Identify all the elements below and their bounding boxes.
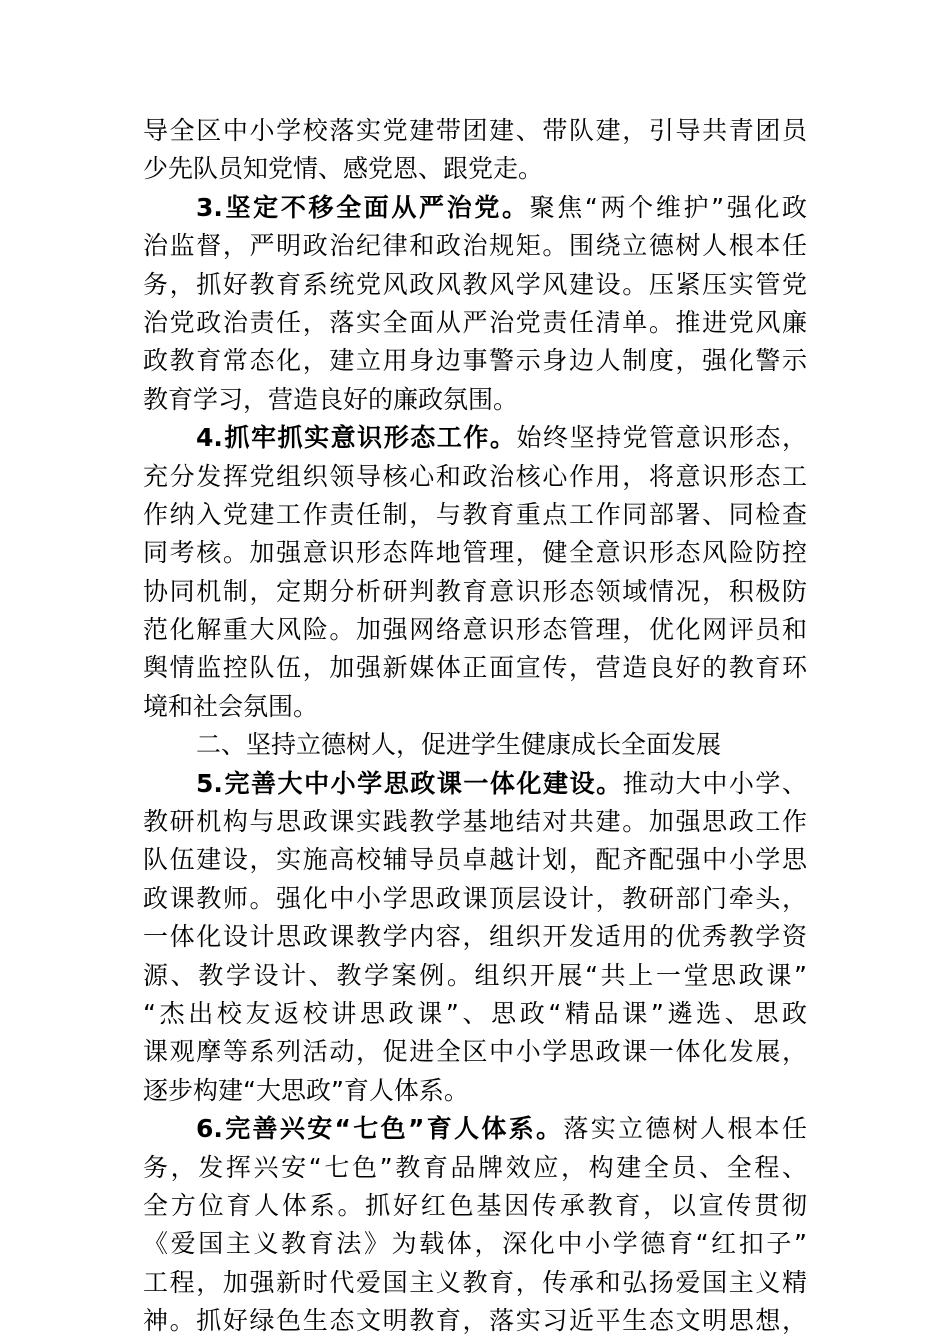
text-line: 协同机制，定期分析研判教育意识形态领域情况，积极防 [143,576,807,606]
text-line: 逐步构建“大思政”育人体系。 [143,1075,469,1105]
text-line: 境和社会氛围。 [143,691,319,721]
text-line: 政教育常态化，建立用身边事警示身边人制度，强化警示 [143,346,807,376]
text-line: 一体化设计思政课教学内容，组织开发适用的优秀教学资 [143,922,807,952]
paragraph-heading: 4.抓牢抓实意识形态工作。 [196,423,517,453]
text-line: 务，抓好教育系统党风政风教风学风建设。压紧压实管党 [143,269,807,299]
paragraph-first-line [143,1110,807,1148]
text-line: 同考核。加强意识形态阵地管理，健全意识形态风险防控 [143,538,807,568]
text-line: 少先队员知党情、感党恩、跟党走。 [143,154,544,184]
paragraph-heading: 3.坚定不移全面从严治党。 [196,192,530,222]
text-line: 范化解重大风险。加强网络意识形态管理，优化网评员和 [143,615,807,645]
text-line: 课观摩等系列活动，促进全区中小学思政课一体化发展， [143,1037,807,1067]
text-line: “杰出校友返校讲思政课”、思政“精品课”遴选、思政 [143,998,807,1028]
text-line: 教育学习，营造良好的廉政氛围。 [143,384,519,414]
text-line: 全方位育人体系。抓好红色基因传承教育，以宣传贯彻 [143,1190,807,1220]
text-line: 治党政治责任，落实全面从严治党责任清单。推进党风廉 [143,307,807,337]
text-line: 工程，加强新时代爱国主义教育，传承和弘扬爱国主义精 [143,1267,807,1297]
paragraph-heading: 6.完善兴安“七色”育人体系。 [196,1114,564,1144]
text-line: 源、教学设计、教学案例。组织开展“共上一堂思政课” [143,960,807,990]
text-run: 始终坚持党管意识形态， [516,423,807,453]
document-body [143,112,807,1341]
text-line: 队伍建设，实施高校辅导员卓越计划，配齐配强中小学思 [143,845,807,875]
text-run: 推动大中小学、 [622,768,807,798]
text-line: 务，发挥兴安“七色”教育品牌效应，构建全员、全程、 [143,1152,807,1182]
text-line: 充分发挥党组织领导核心和政治核心作用，将意识形态工 [143,461,807,491]
paragraph-heading: 5.完善大中小学思政课一体化建设。 [196,768,623,798]
paragraph-first-line [143,189,807,227]
text-run: 聚焦“两个维护”强化政 [529,192,807,222]
text-line: 神。抓好绿色生态文明教育，落实习近平生态文明思想， [143,1306,807,1336]
text-line: 政课教师。强化中小学思政课顶层设计，教研部门牵头， [143,883,807,913]
section-heading: 二、坚持立德树人，促进学生健康成长全面发展 [196,730,722,760]
text-line: 作纳入党建工作责任制，与教育重点工作同部署、同检查 [143,499,807,529]
paragraph-first-line [143,765,807,803]
text-run: 落实立德树人根本任 [563,1114,807,1144]
text-line: 导全区中小学校落实党建带团建、带队建，引导共青团员 [143,116,807,145]
text-line: 《爱国主义教育法》为载体，深化中小学德育“红扣子” [143,1229,807,1259]
paragraph-first-line [143,419,807,457]
text-line: 舆情监控队伍，加强新媒体正面宣传，营造良好的教育环 [143,653,807,683]
text-line: 治监督，严明政治纪律和政治规矩。围绕立德树人根本任 [143,231,807,261]
text-line: 教研机构与思政课实践教学基地结对共建。加强思政工作 [143,807,807,837]
